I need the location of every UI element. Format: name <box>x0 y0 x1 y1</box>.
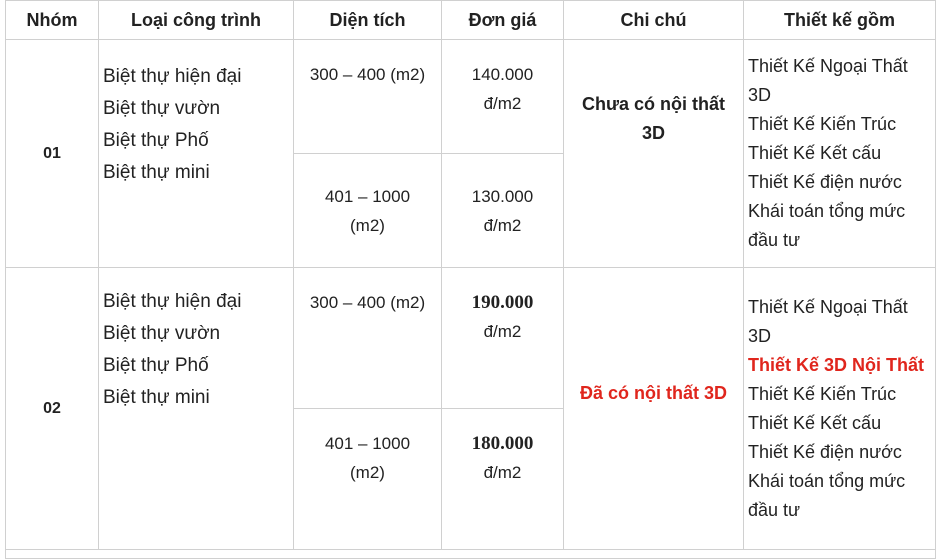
note-cell <box>564 40 744 268</box>
price-cell <box>442 409 564 550</box>
design-item: Thiết Kế Kết cấu <box>748 143 882 163</box>
area-text: (m2) <box>350 463 385 482</box>
price-amount: 180.000 <box>471 433 534 454</box>
area-text: 300 – 400 (m2) <box>309 65 426 84</box>
header-design: Thiết kế gồm <box>744 1 936 40</box>
note-text: 3D <box>641 122 665 143</box>
price-cell <box>442 268 564 409</box>
design-item: Thiết Kế Kiến Trúc <box>748 383 897 404</box>
price-amount: 140.000 <box>471 65 534 84</box>
building-type: Biệt thự hiện đại <box>103 65 242 87</box>
price-unit: đ/m2 <box>483 322 522 341</box>
building-type: Biệt thự mini <box>103 387 210 408</box>
group-id: 01 <box>6 40 99 268</box>
area-text: 300 – 400 (m2) <box>309 293 426 312</box>
table-row <box>6 40 936 154</box>
building-type: Biệt thự hiện đại <box>103 291 242 312</box>
note-text: Chưa có nội thất <box>581 93 726 114</box>
header-price: Đơn giá <box>442 1 564 40</box>
design-item-highlight: Thiết Kế 3D Nội Thất <box>748 354 925 375</box>
note-cell <box>564 268 744 550</box>
pricing-table <box>5 0 936 559</box>
building-type: Biệt thự vườn <box>103 97 221 119</box>
partial-cell <box>6 550 936 559</box>
table-row <box>6 268 936 409</box>
area-cell <box>294 409 442 550</box>
table-row-partial <box>6 550 936 559</box>
area-text: 401 – 1000 <box>324 186 411 206</box>
design-item: Khái toán tổng mức đầu tư <box>748 470 906 520</box>
area-cell <box>294 268 442 409</box>
price-amount: 190.000 <box>471 292 534 313</box>
design-item: Thiết Kế điện nước <box>748 441 902 462</box>
design-item: Thiết Kế Kiến Trúc <box>748 114 897 134</box>
note-text: Đã có nội thất 3D <box>579 383 727 403</box>
design-list <box>744 40 936 268</box>
price-unit: đ/m2 <box>483 215 522 235</box>
building-types <box>99 268 294 550</box>
building-type: Biệt thự mini <box>103 161 210 183</box>
building-type: Biệt thự Phố <box>103 355 209 376</box>
header-note: Chi chú <box>564 1 744 40</box>
building-type: Biệt thự Phố <box>103 129 209 151</box>
design-item: Thiết Kế điện nước <box>748 172 902 192</box>
area-text: (m2) <box>350 215 385 235</box>
area-text: 401 – 1000 <box>324 434 411 453</box>
header-type: Loại công trình <box>99 1 294 40</box>
price-unit: đ/m2 <box>483 463 522 482</box>
design-list <box>744 268 936 550</box>
design-item: Khái toán tổng mức đầu tư <box>748 201 906 250</box>
design-item: Thiết Kế Ngoại Thất 3D <box>748 56 908 105</box>
building-types <box>99 40 294 268</box>
area-cell <box>294 154 442 268</box>
price-unit: đ/m2 <box>483 94 522 113</box>
price-cell <box>442 154 564 268</box>
design-item: Thiết Kế Ngoại Thất 3D <box>748 296 908 346</box>
header-group: Nhóm <box>6 1 99 40</box>
header-row <box>6 1 936 40</box>
header-area: Diện tích <box>294 1 442 40</box>
price-cell <box>442 40 564 154</box>
building-type: Biệt thự vườn <box>103 323 221 344</box>
design-item: Thiết Kế Kết cấu <box>748 412 882 433</box>
price-amount: 130.000 <box>471 186 534 206</box>
area-cell <box>294 40 442 154</box>
group-id: 02 <box>6 268 99 550</box>
